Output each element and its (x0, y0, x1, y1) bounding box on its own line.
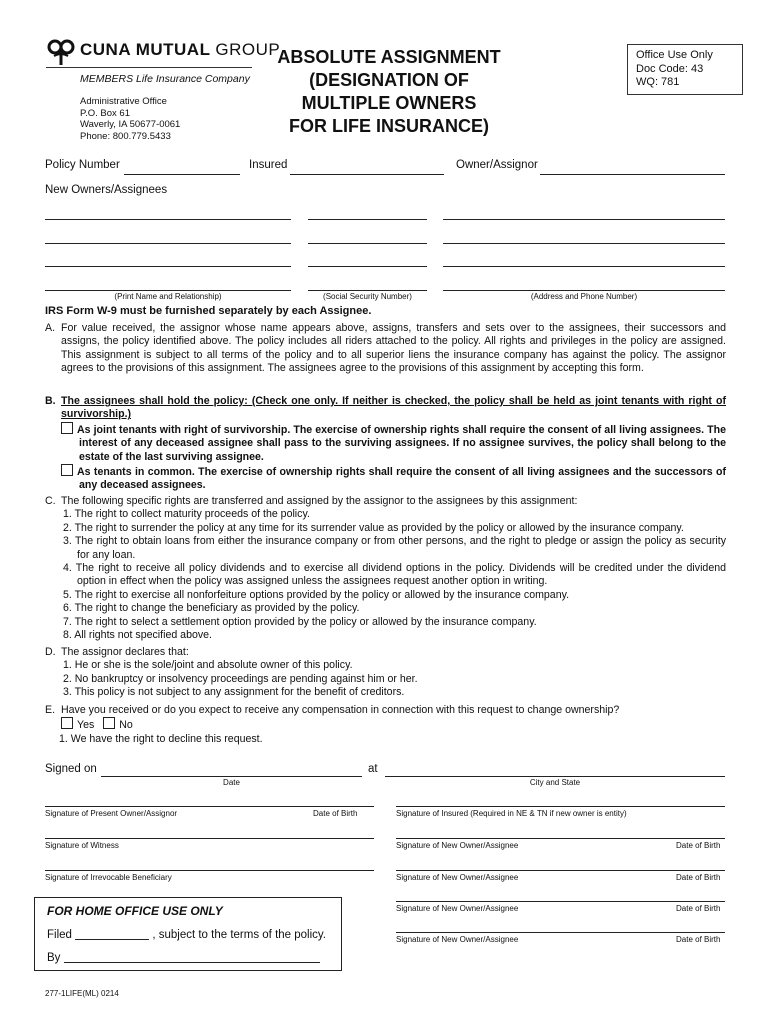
signed-date-field[interactable] (101, 776, 362, 777)
by-label: By (47, 952, 320, 964)
section-c: C. The following specific rights are transferred and assigned by the assignor to the assignees by this assignment: 1. The right to collect maturity proceeds of the policy. 2. The right to surrender the policy at any time for its surrender value as provided by the policy or allowed by the insurance company. 3. The right to obtain loans from either the insurance company or from other persons, and the right to pledge or assign the policy as security for any loan. 4. The right to receive all policy dividends and to exercise all dividend options in the policy. Dividends will be credited under the dividend option in effect when the policy was assigned unless the assignees request another option in writing. 5. The right to exercise all nonforfeiture options provided by the policy or allowed by the insurance company. 6. The right to change the beneficiary as provided by the policy. 7. The right to select a settlement option provided by the policy or allowed by the insurance company. 8. All rights not specified above. (45, 495, 726, 642)
assignee-ssn-field[interactable] (308, 266, 427, 267)
insured-caption: Signature of Insured (Required in NE & TN if new owner is entity) (396, 809, 627, 818)
present-owner-signature-line[interactable] (45, 806, 374, 807)
filed-label: Filed , subject to the terms of the policy. (47, 929, 326, 941)
witness-signature-line[interactable] (45, 838, 374, 839)
home-office-box (34, 897, 342, 971)
dob-caption: Date of Birth (676, 841, 721, 850)
section-b-heading: The assignees shall hold the policy: (Check one only. If neither is checked, the policy shall be held as joint tenants with right of survivorship.) (61, 395, 726, 421)
assignee-ssn-field[interactable] (308, 243, 427, 244)
list-item: 1. The right to collect maturity proceeds of the policy. (63, 508, 310, 521)
list-item: 5. The right to exercise all nonforfeiture options provided by the policy or allowed by the insurance company. (63, 588, 570, 601)
filed-field[interactable] (75, 939, 149, 940)
list-item: 8. All rights not specified above. (63, 629, 212, 642)
dob-caption: Date of Birth (676, 935, 721, 944)
assignee-address-field[interactable] (443, 290, 725, 291)
no-checkbox[interactable] (103, 717, 115, 729)
insured-label: Insured (249, 159, 288, 171)
assignee-name-field[interactable] (45, 266, 291, 267)
new-owner-caption: Signature of New Owner/Assignee (396, 904, 519, 913)
brand-divider (46, 67, 252, 68)
caption-address: (Address and Phone Number) (530, 292, 638, 301)
form-code: 277-1LIFE(ML) 0214 (45, 989, 119, 998)
company-name: MEMBERS Life Insurance Company (80, 73, 250, 85)
new-owners-label: New Owners/Assignees (45, 184, 168, 196)
joint-tenants-checkbox[interactable] (61, 422, 73, 434)
cuna-logo-icon (46, 38, 76, 66)
list-item: 6. The right to change the beneficiary as provided by the policy. (63, 602, 360, 615)
policy-number-label: Policy Number (45, 159, 120, 171)
new-owner-signature-line[interactable] (396, 932, 725, 933)
assignee-name-field[interactable] (45, 290, 291, 291)
assignee-address-field[interactable] (443, 266, 725, 267)
option-tenants-common: As tenants in common. The exercise of ownership rights shall require the consent of all living assignees and the successors of any deceased assignees. (45, 464, 726, 493)
option-joint-tenants: As joint tenants with right of survivorship. The exercise of ownership rights shall require the consent of all living assignees. The interest of any deceased assignee shall pass to the surviving assignees. If no assignee survives, the policy shall belong to the estate of the last surviving assignee. (45, 422, 726, 464)
yes-checkbox[interactable] (61, 717, 73, 729)
new-owner-caption: Signature of New Owner/Assignee (396, 873, 519, 882)
insured-field[interactable] (290, 174, 444, 175)
assignee-address-field[interactable] (443, 219, 725, 220)
section-b: B. The assignees shall hold the policy: (Check one only. If neither is checked, the policy shall be held as joint tenants with right of survivorship.) As joint tenants with right of survivorship. The exercise of ownership rights shall require the consent of all living assignees. The interest of any deceased assignee shall pass to the surviving assignees. If no assignee survives, the policy shall belong to the estate of the last surviving assignee. As tenants in common. The exercise of ownership rights shall require the consent of all living assignees and the successors of any deceased assignees. (45, 395, 726, 492)
section-e: E. Have you received or do you expect to receive any compensation in connection with this request to change ownership? Yes No 1. We have the right to decline this request. (45, 704, 726, 746)
decline-note: 1. We have the right to decline this request. (59, 732, 263, 745)
home-office-title: FOR HOME OFFICE USE ONLY (47, 904, 223, 918)
form-title: ABSOLUTE ASSIGNMENT (DESIGNATION OF MULTIPLE OWNERS FOR LIFE INSURANCE) (277, 47, 501, 136)
new-owner-signature-line[interactable] (396, 838, 725, 839)
assignee-address-field[interactable] (443, 243, 725, 244)
office-address: Administrative Office P.O. Box 61 Waverly, IA 50677-0061 Phone: 800.779.5433 (80, 96, 181, 142)
date-caption: Date (223, 778, 240, 787)
caption-ssn: (Social Security Number) (323, 292, 412, 301)
dob-caption: Date of Birth (676, 873, 721, 882)
owner-field[interactable] (540, 174, 725, 175)
irrevocable-caption: Signature of Irrevocable Beneficiary (45, 873, 172, 882)
new-owner-caption: Signature of New Owner/Assignee (396, 841, 519, 850)
signed-city-field[interactable] (385, 776, 725, 777)
list-item: 3. The right to obtain loans from either the insurance company or from other persons, and the right to pledge or assign the policy as security for any loan. (63, 535, 726, 561)
new-owner-caption: Signature of New Owner/Assignee (396, 935, 519, 944)
at-label: at (368, 763, 378, 775)
city-state-caption: City and State (529, 778, 581, 787)
new-owner-signature-line[interactable] (396, 901, 725, 902)
list-item: 4. The right to receive all policy dividends and to exercise all dividend options in the policy. Dividends will be credited under the dividend option in effect when the policy was assigned unless the assignees request another option in writing. (63, 562, 726, 588)
tenants-common-checkbox[interactable] (61, 464, 73, 476)
dob-caption: Date of Birth (676, 904, 721, 913)
list-item: 2. The right to surrender the policy at any time for its surrender value as provided by the policy or allowed by the insurance company. (63, 521, 684, 534)
irrevocable-signature-line[interactable] (45, 870, 374, 871)
present-owner-caption: Signature of Present Owner/Assignor (45, 809, 178, 818)
new-owner-signature-line[interactable] (396, 870, 725, 871)
office-use-box: Office Use Only Doc Code: 43 WQ: 781 (627, 44, 743, 95)
section-d: D. The assignor declares that: 1. He or she is the sole/joint and absolute owner of this policy. 2. No bankruptcy or insolvency proceedings are pending against him or her. 3. This policy is not subject to any assignment for the benefit of creditors. (45, 646, 726, 700)
yes-label: Yes (77, 719, 95, 732)
section-a: A. For value received, the assignor whose name appears above, assigns, transfers and sets over to the assignees, their successors and assigns, the policy identified above. The policy includes all riders attached to the policy. All rights and privileges in the policy are assigned. This assignment is subject to all terms of the policy and to all superior liens the insurance company has against the policy. The assignor agrees to the provisions of this assignment. The assignees agree to the provisions of this assignment by accepting this form. (45, 322, 726, 375)
policy-number-field[interactable] (124, 174, 240, 175)
caption-name: (Print Name and Relationship) (114, 292, 222, 301)
assignee-ssn-field[interactable] (308, 290, 427, 291)
irs-note: IRS Form W-9 must be furnished separately by each Assignee. (45, 305, 372, 317)
owner-label: Owner/Assignor (456, 159, 538, 171)
list-item: 7. The right to select a settlement option provided by the policy or allowed by the insurance company. (63, 615, 537, 628)
insured-signature-line[interactable] (396, 806, 725, 807)
no-label: No (119, 719, 133, 732)
witness-caption: Signature of Witness (45, 841, 119, 850)
by-field[interactable] (64, 962, 320, 963)
list-item: 3. This policy is not subject to any assignment for the benefit of creditors. (63, 686, 405, 699)
list-item: 2. No bankruptcy or insolvency proceedings are pending against him or her. (63, 672, 418, 685)
dob-caption: Date of Birth (313, 809, 358, 818)
assignee-name-field[interactable] (45, 243, 291, 244)
list-item: 1. He or she is the sole/joint and absolute owner of this policy. (63, 659, 353, 672)
signed-on-label: Signed on (45, 763, 97, 775)
assignee-ssn-field[interactable] (308, 219, 427, 220)
assignee-name-field[interactable] (45, 219, 291, 220)
brand-name: CUNA MUTUAL GROUP (80, 40, 281, 59)
